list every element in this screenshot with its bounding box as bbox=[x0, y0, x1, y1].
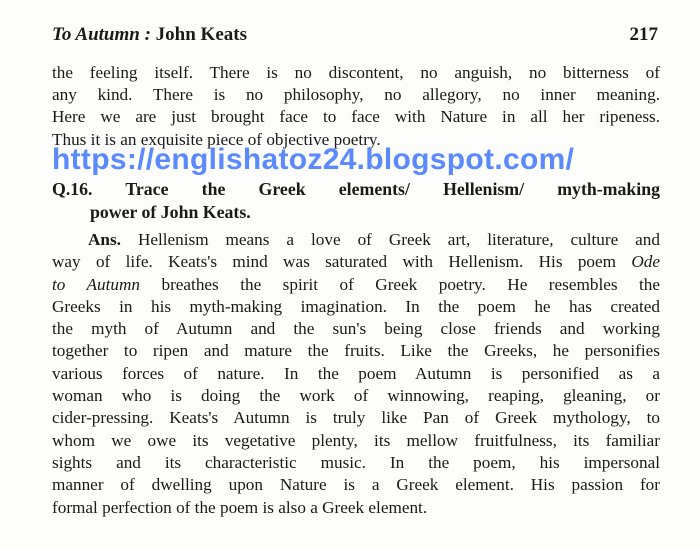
answer-paragraph bbox=[52, 229, 660, 519]
answer-line: woman who is doing the work of winnowing, reaping, gleaning, or bbox=[52, 386, 660, 406]
running-header bbox=[52, 22, 658, 48]
answer-line bbox=[52, 229, 660, 251]
text-line: any kind. There is no philosophy, no allegory, no inner meaning. bbox=[52, 85, 660, 105]
text-line: the feeling itself. There is no discontent, no anguish, no bitterness of bbox=[52, 63, 660, 82]
answer-line: the myth of Autumn and the sun's being close friends and working bbox=[52, 319, 660, 339]
answer-line bbox=[52, 274, 660, 296]
header-author: John Keats bbox=[155, 24, 247, 45]
answer-line: formal perfection of the poem is also a Greek element. bbox=[52, 497, 428, 517]
header-work-title: To Autumn : bbox=[52, 24, 151, 45]
answer-text: breathes the spirit of Greek poetry. He resembles the bbox=[161, 274, 661, 294]
poem-title-italic: Ode bbox=[631, 252, 661, 272]
answer-line: Greeks in his myth-making imagination. In the poem he has created bbox=[52, 296, 660, 316]
answer-text: way of life. Keats's mind was saturated with Hellenism. His poem bbox=[52, 252, 617, 272]
watermark-url: https://englishatoz24.blogspot.com/ bbox=[52, 143, 575, 176]
answer-line bbox=[52, 251, 660, 273]
answer-line: whom we owe its vegetative plenty, its mellow fruitfulness, its familiar bbox=[52, 430, 660, 450]
answer-line: cider-pressing. Keats's Autumn is truly like Pan of Greek mythology, to bbox=[52, 408, 660, 428]
poem-title-italic: to Autumn bbox=[52, 274, 140, 294]
answer-line: manner of dwelling upon Nature is a Greek element. His passion for bbox=[52, 475, 660, 495]
answer-label: Ans. bbox=[88, 230, 121, 249]
text-line: Thus it is an exquisite piece of objective poetry. bbox=[52, 129, 381, 149]
question-heading bbox=[52, 178, 660, 223]
question-line: Q.16. Trace the Greek elements/ Hellenism/ myth-making bbox=[52, 179, 660, 199]
answer-line: together to ripen and mature the fruits. Like the Greeks, he personifies bbox=[52, 341, 660, 361]
text-line: Here we are just brought face to face with Nature in all her ripeness. bbox=[52, 107, 660, 127]
answer-line: various forces of nature. In the poem Autumn is personified as a bbox=[52, 363, 660, 383]
answer-text: Hellenism means a love of Greek art, literature, culture and bbox=[137, 230, 660, 249]
answer-line: sights and its characteristic music. In the poem, his impersonal bbox=[52, 452, 660, 472]
question-line: power of John Keats. bbox=[90, 201, 251, 222]
page-number: 217 bbox=[629, 24, 658, 45]
intro-paragraph bbox=[52, 62, 660, 151]
